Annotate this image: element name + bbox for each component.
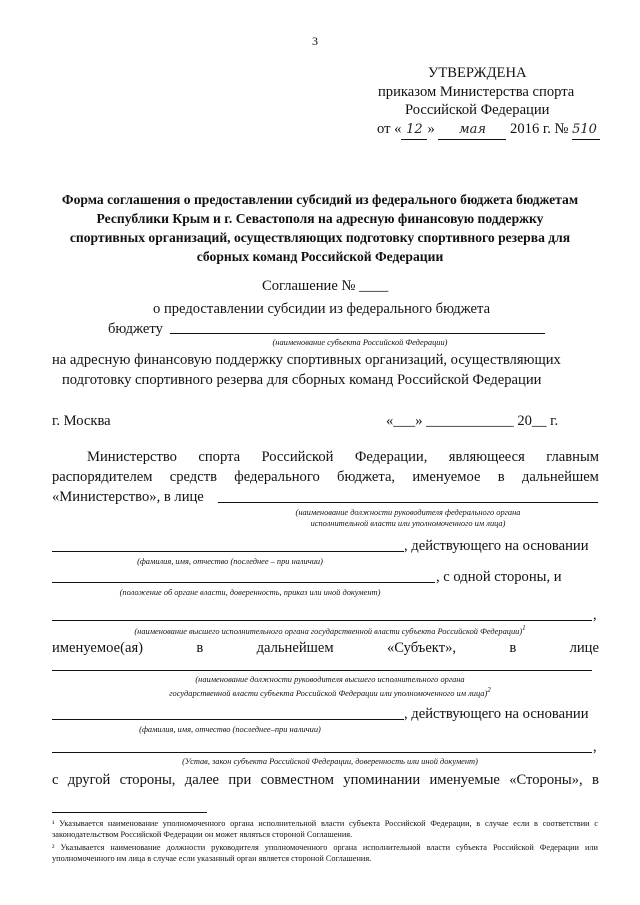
caption-subject-official — [120, 674, 540, 699]
comma-1: , — [593, 607, 597, 623]
page-number: 3 — [312, 34, 318, 48]
acting-basis-label: , действующего на основании — [404, 538, 589, 554]
caption-subject-authority — [90, 623, 570, 637]
word: другой — [67, 772, 111, 788]
word: при — [228, 772, 252, 788]
paragraph-line1 — [87, 448, 599, 466]
word: совместном — [260, 772, 334, 788]
word: спорта — [198, 449, 241, 465]
word: Министерство — [87, 449, 177, 465]
word: федерального — [234, 469, 320, 485]
ministry-in-person: «Министерство», в лице — [52, 489, 204, 505]
word: в — [591, 772, 599, 788]
word: в — [497, 469, 505, 485]
place: г. Москва — [52, 413, 111, 429]
approval-from: от « — [377, 121, 402, 137]
approval-year: 2016 г. № — [510, 121, 569, 137]
paragraph-line2 — [52, 468, 599, 486]
word: «Субъект», — [386, 640, 457, 656]
footnote-2: ² Указывается наименование должности руководителя уполномоченного органа исполнительной власти субъекта Российской Федерации или уполномоченного им лица в случае если указанный орган является стороной Соглашения. — [52, 843, 598, 864]
word: бюджета, — [337, 469, 396, 485]
word: распорядителем — [52, 469, 153, 485]
agreement-purpose-line2: подготовку спортивного резерва для сборных команд Российской Федерации — [62, 372, 542, 388]
word: дальнейшем — [521, 469, 599, 485]
caption-line: (наименование должности руководителя высшего исполнительного органа — [195, 675, 465, 684]
date-template: «___» ____________ 20__ г. — [386, 413, 559, 429]
one-side-label: , с одной стороны, и — [436, 569, 562, 585]
acting-basis-label-2: , действующего на основании — [404, 706, 589, 722]
agreement-subsidy-line: о предоставлении субсидии из федерального бюджета — [153, 301, 491, 317]
word: являющееся — [448, 449, 525, 465]
approval-mid: » — [427, 121, 435, 137]
subject-basis-document-field[interactable] — [52, 752, 592, 753]
parties-line — [52, 771, 599, 789]
agreement-budget-label: бюджету — [108, 321, 163, 337]
word: главным — [546, 449, 599, 465]
word: лице — [569, 640, 599, 656]
caption-text: государственной власти субъекта Российской Федерации или уполномоченного им лица) — [169, 688, 488, 698]
caption-document: (положение об органе власти, доверенность, приказ или иной документ) — [119, 588, 381, 597]
word: упоминании — [343, 772, 421, 788]
ministry-basis-document-field[interactable] — [52, 582, 435, 583]
word: в — [509, 640, 517, 656]
footnote-ref-1: 1 — [522, 624, 526, 632]
word: именуемое — [412, 469, 481, 485]
word: «Стороны», — [509, 772, 583, 788]
caption-ministry-official — [238, 507, 578, 529]
ministry-official-title-field[interactable] — [218, 502, 598, 503]
approval-month: мая — [438, 121, 506, 140]
word: в — [196, 640, 204, 656]
word: стороны, — [119, 772, 176, 788]
caption-name: (фамилия, имя, отчество (последнее – при наличии) — [137, 557, 323, 566]
caption-name-2: (фамилия, имя, отчество (последнее–при наличии) — [139, 725, 321, 734]
approval-line2: Российской Федерации — [405, 102, 550, 118]
approval-title: УТВЕРЖДЕНА — [428, 65, 527, 81]
caption-line: (наименование должности руководителя федерального органа — [295, 508, 521, 517]
footnote-1: ¹ Указывается наименование уполномоченного органа исполнительной власти субъекта Российской Федерации, в случае если в соответствии с законодательством Российской Федерации он может являться стороной Соглашения. — [52, 819, 598, 840]
caption-line: исполнительной власти или уполномоченного им лица) — [310, 519, 506, 528]
approval-date-line — [377, 120, 600, 140]
word: с — [52, 772, 59, 788]
subject-official-title-field[interactable] — [52, 670, 592, 671]
word: дальнейшем — [256, 640, 334, 656]
footnote-separator — [52, 812, 207, 813]
approval-day: 12 — [401, 121, 427, 140]
footnote-ref-2: 2 — [487, 686, 491, 694]
word: Федерации, — [354, 449, 428, 465]
word: далее — [184, 772, 220, 788]
caption-subject: (наименование субъекта Российской Федерации) — [272, 338, 448, 347]
subject-authority-name-field[interactable] — [52, 620, 592, 621]
word: Российской — [261, 449, 334, 465]
word: именуемые — [429, 772, 500, 788]
agreement-purpose-line1: на адресную финансовую поддержку спортивных организаций, осуществляющих — [52, 352, 561, 368]
approval-number: 510 — [572, 121, 600, 140]
named-subject-line — [52, 639, 599, 657]
subject-official-name-field[interactable] — [52, 719, 404, 720]
caption-text: (наименование высшего исполнительного органа государственной власти субъекта Российской Федерации) — [134, 626, 523, 636]
word: средств — [169, 469, 217, 485]
caption-document-2: (Устав, закон субъекта Российской Федерации, доверенность или иной документ) — [182, 757, 478, 766]
ministry-official-name-field[interactable] — [52, 551, 404, 552]
agreement-number-line: Соглашение № ____ — [262, 278, 389, 294]
comma-2: , — [593, 739, 597, 755]
approval-line1: приказом Министерства спорта — [378, 84, 575, 100]
word: именуемое(ая) — [52, 640, 144, 656]
document-heading: Форма соглашения о предоставлении субсидий из федерального бюджета бюджетам Республики Крым и г. Севастополя на адресную финансовую поддержку спортивных организаций, осуществляющих подготовку спортивного резерва для сборных команд Российской Федерации — [61, 192, 579, 264]
subject-name-field[interactable] — [170, 333, 545, 334]
